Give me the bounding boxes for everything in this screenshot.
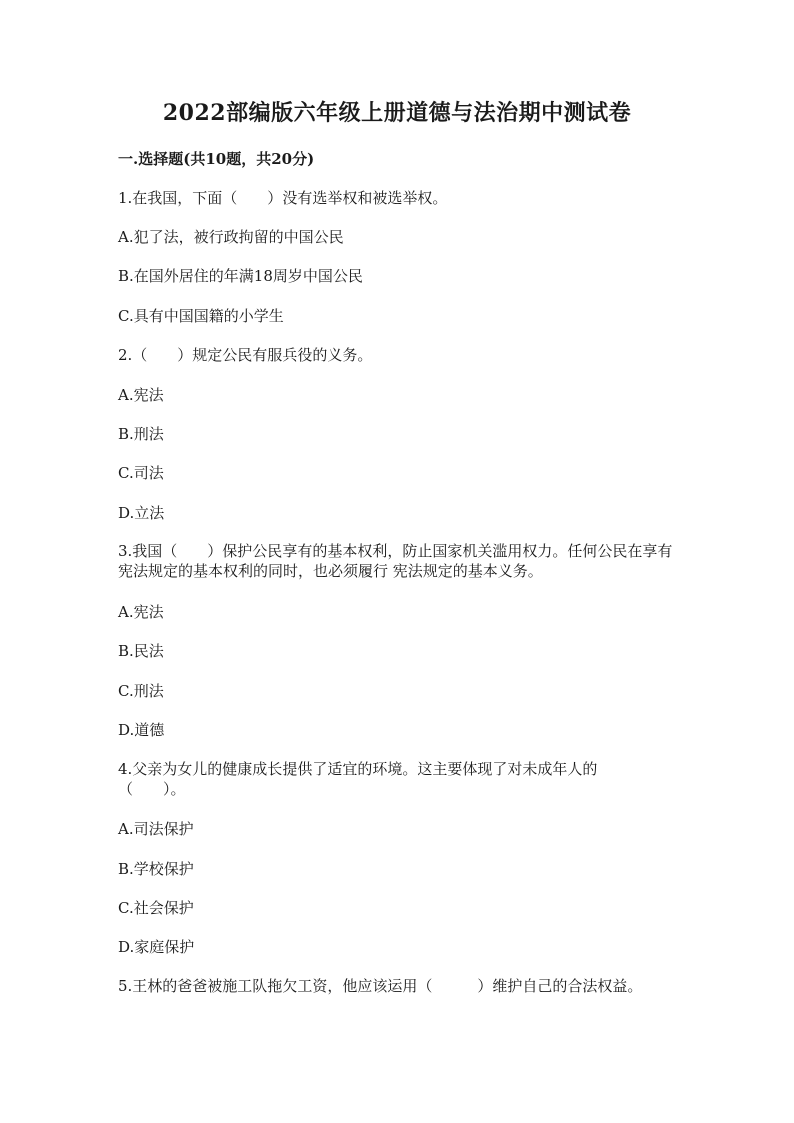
section-heading: 一.选择题(共10题，共20分) [118,150,315,168]
question-2-option-a: A.宪法 [118,386,164,404]
question-3-stem: 3.我国（ ）保护公民享有的基本权利，防止国家机关滥用权力。任何公民在享有宪法规定的基本权利的同时，也必须履行 宪法规定的基本义务。 [118,542,673,580]
question-3-option-c: C.刑法 [118,682,164,700]
question-3-option-d: D.道德 [118,721,165,739]
question-4-option-a: A.司法保护 [118,820,194,838]
question-1-stem: 1.在我国，下面（ ）没有选举权和被选举权。 [118,189,448,207]
question-1-option-c: C.具有中国国籍的小学生 [118,307,284,325]
question-4-stem: 4.父亲为女儿的健康成长提供了适宜的环境。这主要体现了对未成年人的（ ）。 [118,760,598,798]
question-1-option-a: A.犯了法，被行政拘留的中国公民 [118,228,344,246]
page-title: 2022部编版六年级上册道德与法治期中测试卷 [162,100,632,126]
question-4-option-b: B.学校保护 [118,860,194,878]
question-5-stem: 5.王林的爸爸被施工队拖欠工资，他应该运用（ ）维护自己的合法权益。 [118,977,643,995]
question-2-option-b: B.刑法 [118,425,164,443]
question-2-option-c: C.司法 [118,464,164,482]
question-2-stem: 2.（ ）规定公民有服兵役的义务。 [118,346,373,364]
question-3-option-a: A.宪法 [118,603,164,621]
question-3-option-b: B.民法 [118,642,164,660]
question-4-option-c: C.社会保护 [118,899,194,917]
question-1-option-b: B.在国外居住的年满18周岁中国公民 [118,267,363,285]
question-2-option-d: D.立法 [118,504,165,522]
question-4-option-d: D.家庭保护 [118,938,195,956]
